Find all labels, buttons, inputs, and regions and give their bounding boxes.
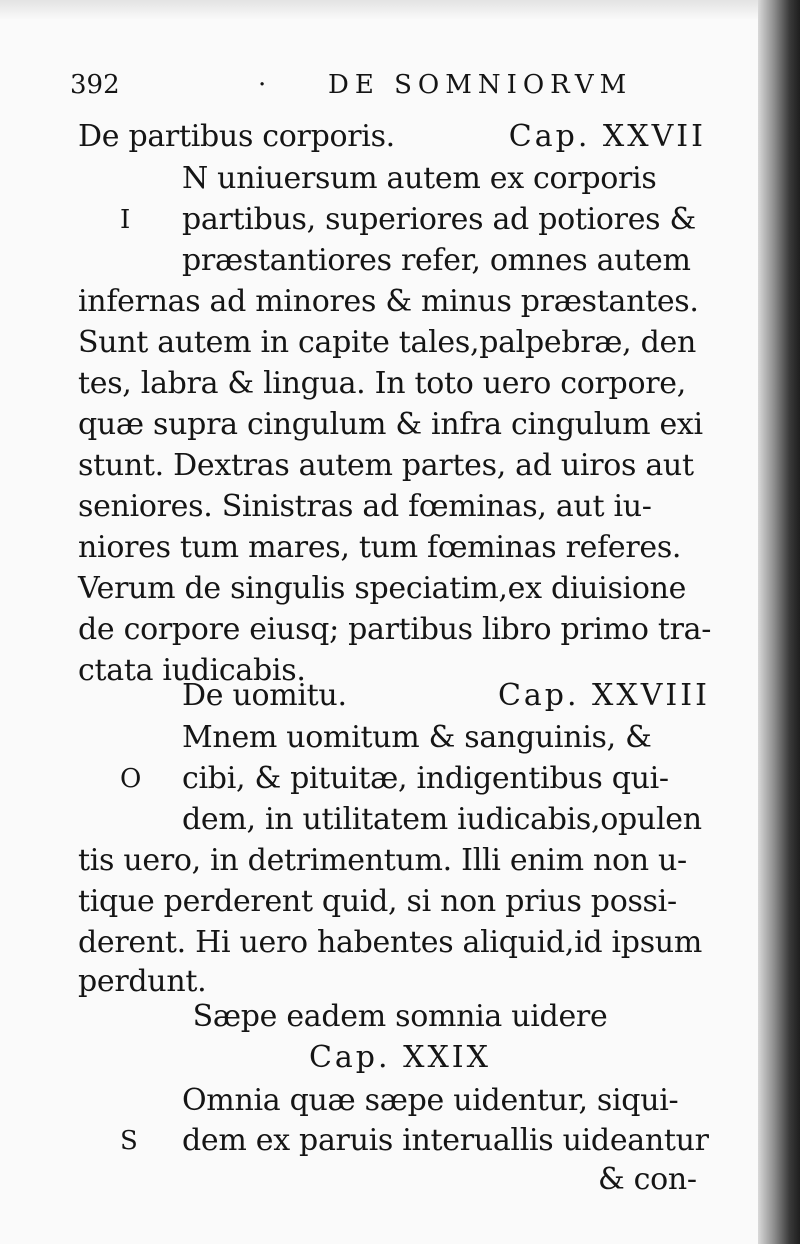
text-line: tique perderent quid, si non prius possi- xyxy=(78,884,677,919)
header-separator: · xyxy=(258,70,267,100)
text-line: de corpore eiusq; partibus libro primo tra- xyxy=(78,612,712,647)
text-line: Mnem uomitum & sanguinis, & xyxy=(182,720,652,755)
text-line: ctata iudicabis. xyxy=(78,653,306,688)
text-line: quæ supra cingulum & infra cingulum exi xyxy=(78,407,703,442)
chapter-label: Cap. XXVII xyxy=(508,119,706,154)
text-line: cibi, & pituitæ, indigentibus qui- xyxy=(182,761,669,796)
page-number: 392 xyxy=(70,70,120,100)
catchword-line: & con- xyxy=(598,1162,697,1197)
text-line: derent. Hi uero habentes aliquid,id ipsum xyxy=(78,925,702,960)
text-line: niores tum mares, tum fœminas referes. xyxy=(78,530,682,565)
text-line: præstantiores refer, omnes autem xyxy=(182,243,691,278)
chapter-label: Cap. XXVIII xyxy=(497,678,710,713)
text-line: Verum de singulis speciatim,ex diuisione xyxy=(78,571,687,606)
text-line: tis uero, in detrimentum. Illi enim non u- xyxy=(78,843,687,878)
text-line: partibus, superiores ad potiores & xyxy=(182,202,696,237)
text-line: Omnia quæ sæpe uidentur, siqui- xyxy=(182,1083,679,1118)
guide-letter: S xyxy=(120,1126,138,1156)
guide-letter: I xyxy=(120,205,131,235)
text-line: dem, in utilitatem iudicabis,opulen xyxy=(182,802,702,837)
text-line: Sunt autem in capite tales,palpebræ, den xyxy=(78,325,697,360)
text-line: seniores. Sinistras ad fœminas, aut iu- xyxy=(78,489,652,524)
page-top-shadow xyxy=(0,0,800,20)
section-title: De uomitu. xyxy=(182,678,347,713)
text-line: stunt. Dextras autem partes, ad uiros aut xyxy=(78,448,694,483)
text-line: perdunt. xyxy=(78,964,207,999)
text-line: dem ex paruis interuallis uideantur xyxy=(182,1123,709,1158)
section-title: De partibus corporis. xyxy=(78,119,395,154)
text-line: tes, labra & lingua. In toto uero corpore, xyxy=(78,366,686,401)
running-head: DE SOMNIORVM xyxy=(328,70,633,100)
section-heading-partibus xyxy=(78,117,706,157)
text-line: infernas ad minores & minus præstantes. xyxy=(78,284,699,319)
page-header xyxy=(70,70,710,110)
section-title-somnia: Sæpe eadem somnia uidere xyxy=(192,999,608,1034)
guide-letter: O xyxy=(120,764,142,794)
chapter-label: Cap. XXIX xyxy=(308,1040,492,1075)
text-line: N uniuersum autem ex corporis xyxy=(182,161,657,196)
section-heading-uomitu xyxy=(182,676,710,716)
